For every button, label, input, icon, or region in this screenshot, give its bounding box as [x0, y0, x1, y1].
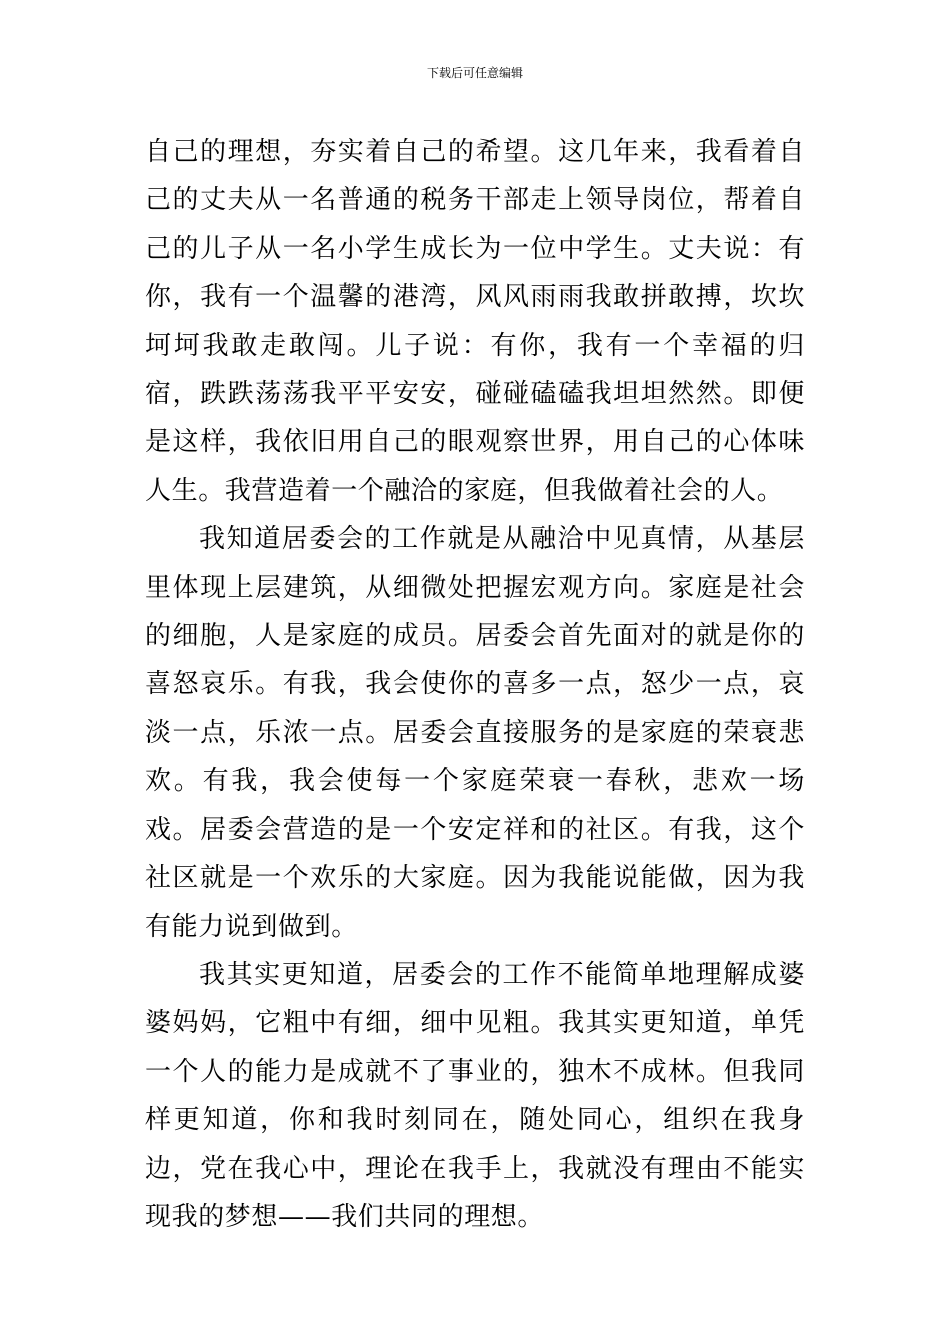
- paragraph-2: 我知道居委会的工作就是从融洽中见真情，从基层里体现上层建筑，从细微处把握宏观方向。家庭是社会的细胞，人是家庭的成员。居委会首先面对的就是你的喜怒哀乐。有我，我会使你的喜多一点，怒少一点，哀淡一点，乐浓一点。居委会直接服务的是家庭的荣衰悲欢。有我，我会使每一个家庭荣衰一春秋，悲欢一场戏。居委会营造的是一个安定祥和的社区。有我，这个社区就是一个欢乐的大家庭。因为我能说能做，因为我有能力说到做到。: [145, 524, 805, 942]
- page-header: 下载后可任意编辑: [426, 66, 523, 80]
- paragraph-3: 我其实更知道，居委会的工作不能简单地理解成婆婆妈妈，它粗中有细，细中见粗。我其实更知道，单凭一个人的能力是成就不了事业的，独木不成林。但我同样更知道，你和我时刻同在，随处同心，组织在我身边，党在我心中，理论在我手上，我就没有理由不能实现我的梦想——我们共同的理想。: [145, 959, 805, 1232]
- document-body: [145, 128, 805, 1241]
- paragraph-1: 自己的理想，夯实着自己的希望。这几年来，我看着自己的丈夫从一名普通的税务干部走上领导岗位，帮着自己的儿子从一名小学生成长为一位中学生。丈夫说：有你，我有一个温馨的港湾，风风雨雨我敢拼敢搏，坎坎坷坷我敢走敢闯。儿子说：有你，我有一个幸福的归宿，跌跌荡荡我平平安安，碰碰磕磕我坦坦然然。即便是这样，我依旧用自己的眼观察世界，用自己的心体味人生。我营造着一个融洽的家庭，但我做着社会的人。: [145, 137, 805, 506]
